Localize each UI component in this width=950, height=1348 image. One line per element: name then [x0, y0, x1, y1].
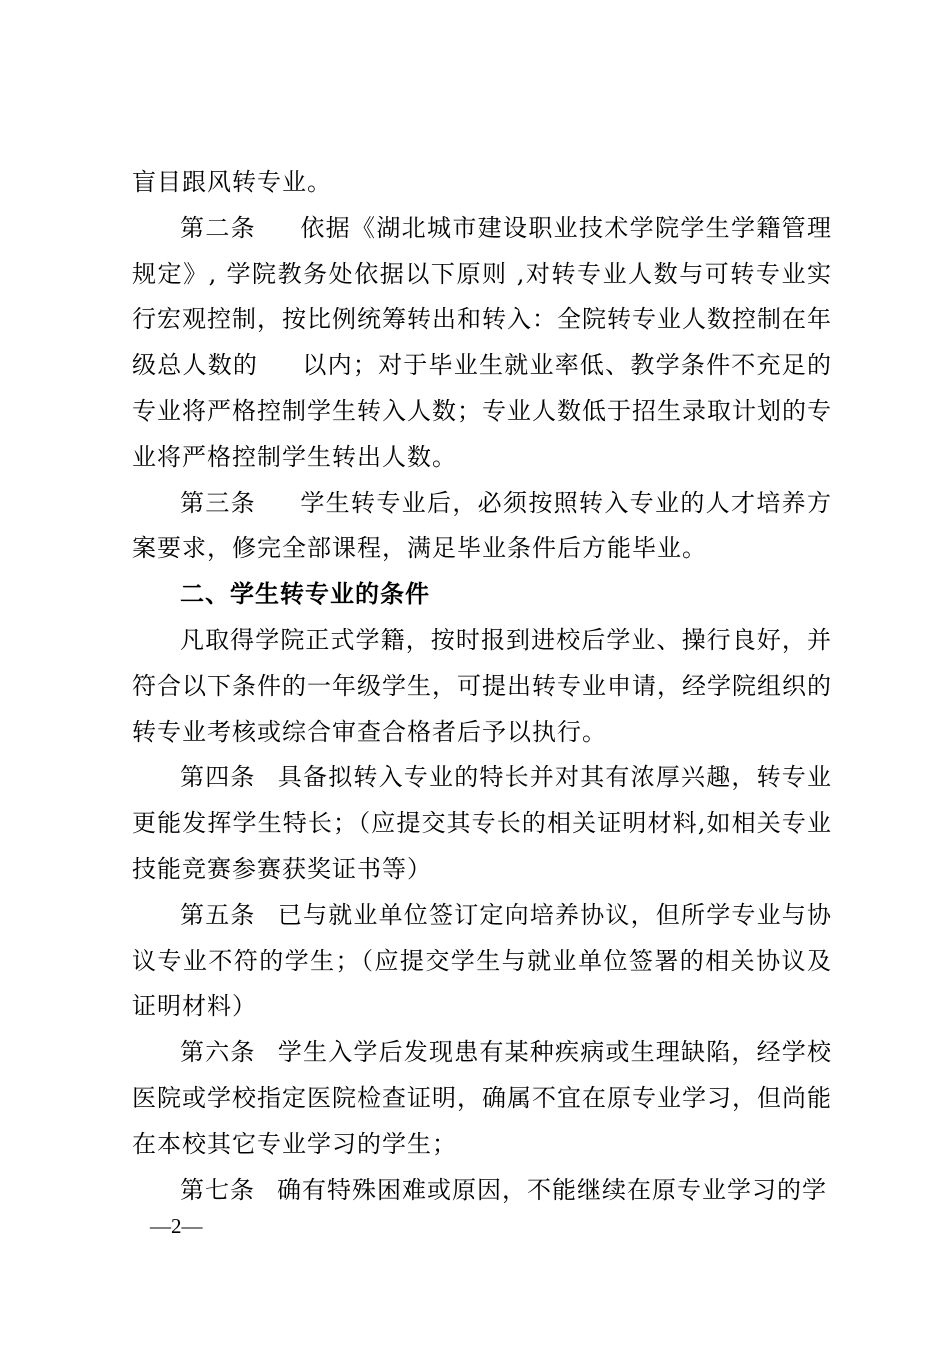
article-5-paragraph — [132, 893, 832, 1030]
paragraph-text: 依据《湖北城市建设职业技术学院学生学籍管理规定》, 学院教务处依据以下原则 ,对转专业人数与可转专业实行宏观控制，按比例统筹转出和转入：全院转专业人数控制在年级总人数的 — [132, 213, 832, 380]
paragraph-text: 学生转专业后，必须按照转入专业的人才培养方案要求，修完全部课程，满足毕业条件后方能毕业。 — [132, 488, 832, 563]
article-2-paragraph — [132, 206, 832, 481]
paragraph-continuation — [132, 160, 832, 206]
article-7-paragraph — [132, 1168, 832, 1214]
page-number: —2— — [150, 1214, 203, 1238]
article-number: 第六条 — [180, 1038, 256, 1067]
section-heading: 二、学生转专业的条件 — [180, 580, 430, 609]
paragraph-text: 具备拟转入专业的特长并对其有浓厚兴趣，转专业更能发挥学生特长；（应提交其专长的相关证明材料,如相关专业技能竞赛参赛获奖证书等） — [132, 763, 833, 883]
article-number: 第四条 — [180, 763, 256, 792]
article-4-paragraph — [132, 755, 832, 892]
article-number: 第二条 — [180, 213, 256, 242]
paragraph-text: 凡取得学院正式学籍，按时报到进校后学业、操行良好，并符合以下条件的一年级学生，可提出转专业申请，经学院组织的转专业考核或综合审查合格者后予以执行。 — [132, 625, 832, 746]
paragraph-text: 盲目跟风转专业。 — [132, 168, 332, 196]
article-number: 第三条 — [180, 488, 256, 517]
paragraph-text-continued: 以内；对于毕业生就业率低、教学条件不充足的专业将严格控制学生转入人数；专业人数低于招生录取计划的专业将严格控制学生转出人数。 — [132, 351, 833, 471]
conditions-intro-paragraph — [132, 618, 832, 755]
article-number: 第五条 — [180, 900, 256, 929]
document-body — [132, 160, 832, 1213]
paragraph-text: 确有特殊困难或原因，不能继续在原专业学习的学 — [277, 1175, 827, 1204]
paragraph-text: 学生入学后发现患有某种疾病或生理缺陷，经学校医院或学校指定医院检查证明，确属不宜在原专业学习，但尚能在本校其它专业学习的学生； — [132, 1038, 833, 1158]
paragraph-text: 已与就业单位签订定向培养协议，但所学专业与协议专业不符的学生；（应提交学生与就业单位签署的相关协议及证明材料） — [132, 900, 833, 1021]
article-3-paragraph — [132, 481, 832, 573]
article-6-paragraph — [132, 1030, 832, 1167]
article-number: 第七条 — [180, 1175, 255, 1204]
